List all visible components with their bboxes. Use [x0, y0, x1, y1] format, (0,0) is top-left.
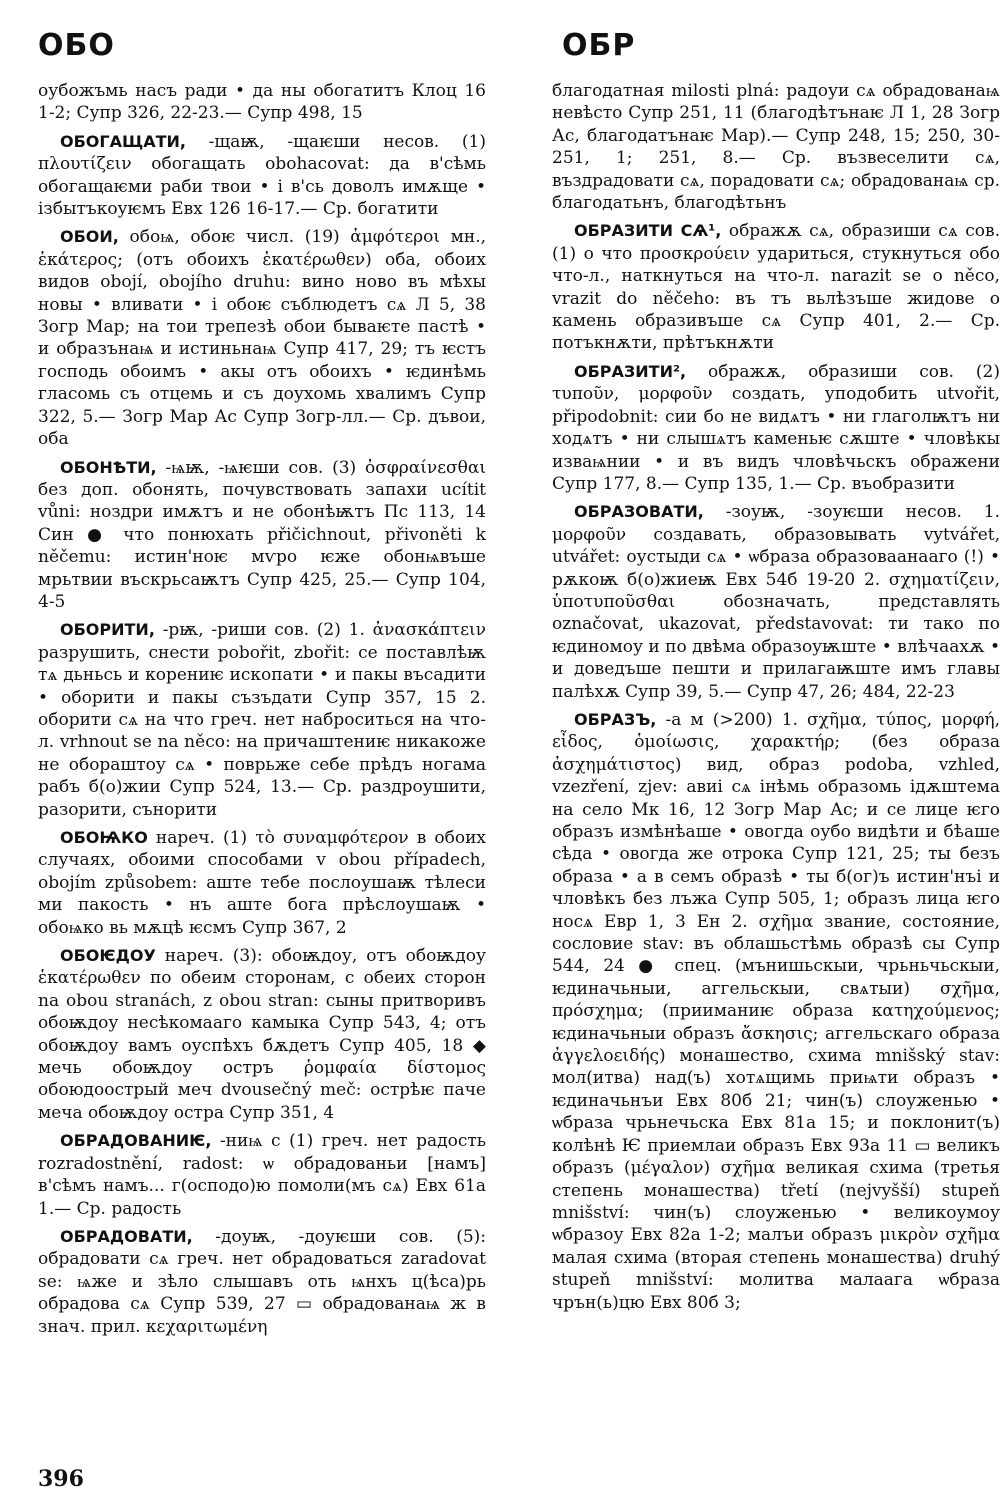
- right-column: [552, 80, 1000, 1320]
- entry-headword: ОБОНѢТИ,: [60, 457, 157, 477]
- entry-text: оубожъмь насъ ради • да ны обогатитъ Клоц 16 1-2; Супр 326, 22-23.— Супр 498, 15: [38, 81, 486, 124]
- entry-headword: ОБОѤДОУ: [60, 946, 156, 966]
- entry-text: ображѫ, образиши сов. (2) τυποῦν, μορφοῦν создать, уподобить utvořit, připodobnit: сии бо не видѧтъ • ни глаголѭтъ ни ходѧтъ • ни слышѧтъ каменьѥ сѫште • чловѣкы изваѩнии • и въ видъ чловѣчьскъ ображени Супр 177, 8.— Супр 135, 1.— Ср. въобразити: [552, 361, 1000, 494]
- entry-text: -а м (>200) 1. σχῆμα, τύπος, μορφή, εἶδος, ὁμοίωσις, χαρακτήρ; (без образа ἀσχημάτιστος) вид, образ podoba, vzhled, vzezření, zjev: авиі сѧ інѣмь образомь ідѫштема на село Мк 16, 12 Зогр Мар Ас; и се лице ѥго образъ измѣнѣаше • овогда оубо видѣти и бѣаше сѣда • овогда же отрока Супр 121, 25; ты безъ образа • а в семъ образѣ • ты б(ог)ъ истин'нъі и чловѣкъ без лъжа Супр 505, 1; образъ лица ѥго носѧ Евр 1, 3 Ен 2. σχῆμα звание, состояние, сословие stav: въ облашьстѣмь образѣ сы Супр 544, 24 ● спец. (мънишьскыи, чрьньчьскыи, ѥдиначьныи, аггельскыи, свѧтыи) σχῆμα, πρόσχημα; (прииманиѥ образа κατηχούμενος; ѥдиначьныи образъ ἄσκησις; аггельскаго образа ἀγγελοειδής) монашество, схима mnišský stav: мол(итва) над(ъ) хотѧщимь приѩти образъ • ѥдиначьнъи Евх 80б 21; чин(ъ) слоуженью • ѡбраза чрьнечьска Евх 81а 15; и поклонит(ъ) колѣнѣ Ѥ приемлаи образъ Евх 93а 11 ▭ великъ образъ (μέγαλον) σχῆμα великая схима (третья степень монашества) třetí (nejvyšší) stupeň mnišství: чин(ъ) слоуженью • великоумоу ѡбразоу Евх 82а 1-2; малъи образъ μικρὸν σχῆμα малая схима (вторая степень монашества) druhý stupeň mnišství: молитва малаага ѡбраза чрън(ь)цю Евх 80б 3;: [552, 709, 1000, 1313]
- dictionary-entry: [38, 1130, 486, 1220]
- dictionary-entry: [38, 80, 486, 125]
- entry-headword: ОБРАДОВАНИѤ,: [60, 1131, 212, 1151]
- page-number: 396: [38, 1466, 84, 1492]
- entry-text: нареч. (3): обоѭдоу, отъ обоѭдоу ἑκατέρωθεν по обеим сторонам, с обеих сторон na obou stranách, z obou stran: сыны притворивъ обоѭдоу несѣкомааго камыка Супр 543, 4; отъ обоѭдоу вамъ оуспѣхъ бѫдетъ Супр 405, 18 ◆ мечь обоѭдоу остръ ῥομφαία δίστομος обоюдоострый меч dvousečný meč: острѣѥ паче меча обоѭдоу остра Супр 351, 4: [38, 946, 486, 1123]
- entry-headword: ОБОѨКО: [60, 828, 148, 847]
- dictionary-entry: [552, 501, 1000, 703]
- dictionary-entry: [38, 945, 486, 1124]
- entry-text: нареч. (1) τὸ συναμφότερον в обоих случаях, обоими способами v obou případech, obojím způsobem: аште тебе послоушаѭ тѣлеси ми пакость • нъ аште бога прѣслоушаѭ • обоѩко вь мѫцѣ ѥсмъ Супр 367, 2: [38, 828, 487, 938]
- dictionary-entry: [552, 361, 1000, 495]
- entry-headword: ОБОРИТИ,: [60, 620, 155, 640]
- dictionary-entry: [38, 226, 486, 450]
- dictionary-entry: [552, 709, 1000, 1314]
- dictionary-entry: [552, 220, 1000, 354]
- entry-text: обоѩ, обоѥ числ. (19) ἀμφότεροι мн., ἑκάτερος; (отъ обоихъ ἑκατέρωθεν) оба, обоих видов obojí, obojího druhu: вино ново въ мѣхы новы • вливати • і обоѥ съблюдетъ сѧ Л 5, 38 Зогр Мар; на тои трепезѣ обои бываѥте пастѣ • и образънаѩ и истиньнаѩ Супр 417, 29; тъ ѥстъ господь обоимъ • акы отъ обоихъ • ѥдинѣмь гласомь съ отцемь и съ доухомь хвалимъ Супр 322, 5.— Зогр Мар Ас Супр Зогр-лл.— Ср. дъвои, оба: [38, 227, 486, 450]
- running-head-right: ОБР: [562, 28, 636, 63]
- entry-text: -доуѭ, -доуѥши сов. (5): обрадовати сѧ греч. нет обрадоваться zaradovat se: ѩже и зѣло слышавъ оть ѩнхъ ц(ѣса)рь обрадова сѧ Супр 539, 27 ▭ обрадованаѩ ж в знач. прил. κεχαριτωμένη: [38, 1226, 486, 1337]
- entry-headword: ОБРАДОВАТИ,: [60, 1226, 193, 1246]
- dictionary-entry: [38, 457, 486, 614]
- dictionary-entry: [552, 80, 1000, 214]
- entry-text: -зоуѭ, -зоуѥши несов. 1. μορφοῦν создавать, образовывать vytvářet, utvářet: оустыди сѧ • ѡбраза образоваанааго (!) • рѫкоѭ б(о)жиеѭ Евх 54б 19-20 2. σχηματίζειν, ὑποτυποῦσθαι обозначать, представлять označovat, ukazovat, představovat: ти тако по ѥдиномоу и по двѣма образоуѭште • влѣчаахѫ • и доведъше пешти и прилагаѭште имъ главы палѣхѫ Супр 39, 5.— Супр 47, 26; 484, 22-23: [552, 502, 1000, 702]
- dictionary-entry: [38, 619, 486, 821]
- dictionary-entry: [38, 131, 486, 221]
- entry-headword: ОБРАЗЪ,: [574, 709, 657, 729]
- left-column: [38, 80, 486, 1344]
- entry-headword: ОБРАЗИТИ СѦ¹,: [574, 221, 722, 241]
- entry-headword: ОБОГАЩАТИ,: [60, 131, 186, 151]
- entry-text: -рѭ, -риши сов. (2) 1. ἀνασκάπτειν разрушить, снести pobořit, zbořit: се поставлѣѭ тѧ дьньсь и корениѥ ископати • и пакы въсадити • оборити и пакы съзъдати Супр 357, 15 2. оборити сѧ на что греч. нет наброситься на что-л. vrhnout se na něco: на причаштениѥ никакоже не обораштоу сѧ • поврьже себе прѣдъ ногама рабъ б(о)жии Супр 524, 13.— Ср. раздроушити, разорити, сънорити: [38, 620, 487, 820]
- dictionary-entry: [38, 827, 486, 939]
- running-head-left: ОБО: [38, 28, 115, 63]
- entry-text: благодатная milosti plná: радоуи сѧ обрадованаѩ невѣсто Супр 251, 11 (благодѣтънаѥ Л 1, 28 Зогр Ас, благодатънаѥ Мар).— Супр 248, 15; 250, 30-251, 1; 251, 8.— Ср. възвеселити сѧ, въздрадовати сѧ, порадовати сѧ; обрадованаѩ ср. благодатьнъ, благодѣтьнъ: [552, 81, 1000, 214]
- entry-headword: ОБРАЗИТИ²,: [574, 361, 687, 381]
- entry-headword: ОБОИ,: [60, 227, 119, 247]
- entry-headword: ОБРАЗОВАТИ,: [574, 502, 704, 522]
- entry-text: -ѩѭ, -ѩѥши сов. (3) ὀσφραίνεσθαι без доп. обонять, почувствовать запахи ucítit vůni: ноздри имѫтъ и не обонѣѭтъ Пс 113, 14 Син ● что понюхать přičichnout, přivoněti k něčemu: истин'ноѥ мѵро ѥже обонѩвъше мрьтвии въскрьсаѭтъ Супр 425, 25.— Супр 104, 4-5: [38, 457, 487, 612]
- entry-text: -щаѭ, -щаѥши несов. (1) πλουτίζειν обогащать obohacovat: да в'сѣмь обогащаѥми раби твои • і в'сь доволъ имѫще • ізбытъкоуѥмъ Евх 126 16-17.— Ср. богатити: [38, 131, 487, 220]
- dictionary-entry: [38, 1226, 486, 1338]
- entry-text: ображѫ сѧ, образиши сѧ сов. (1) о что προσκρούειν удариться, стукнуться обо что-л., наткнуться на что-л. narazit se o něco, vrazit do něčeho: въ тъ вьлѣзъше жидове о камень образивъше сѧ Супр 401, 2.— Ср. потъкнѫти, прѣтъкнѫти: [552, 221, 1000, 354]
- entry-text: -ниѩ с (1) греч. нет радость rozradostnění, radost: ѡ обрадованьи [намъ] в'сѣмъ намъ... г(осподо)ю помоли(мъ сѧ) Евх 61а 1.— Ср. радость: [38, 1131, 486, 1219]
